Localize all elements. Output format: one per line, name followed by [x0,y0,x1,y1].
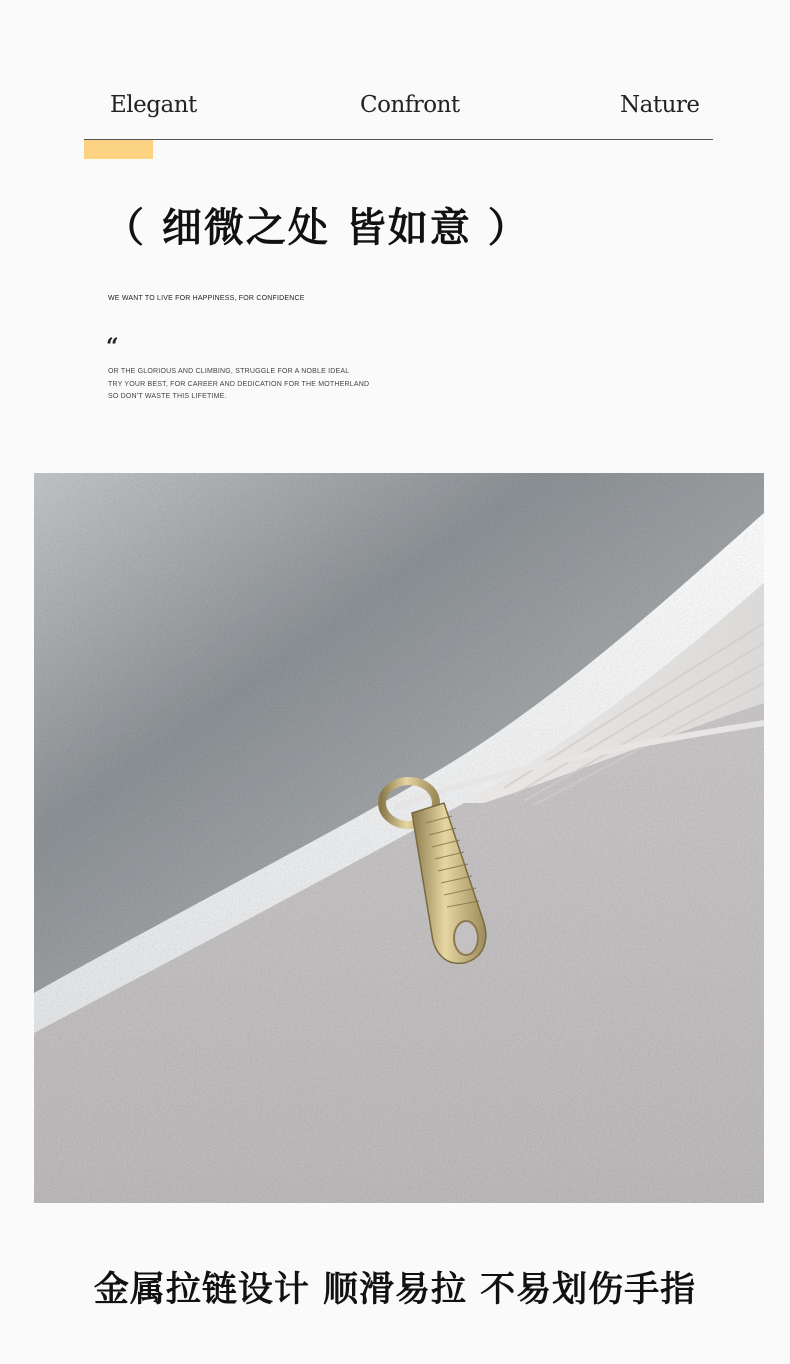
nav-word-confront: Confront [360,92,460,118]
quote-line-3: SO DON'T WASTE THIS LIFETIME. [108,393,227,401]
nav-word-nature: Nature [620,92,700,118]
accent-bar [84,140,153,159]
product-photo [34,473,764,1203]
nav-word-elegant: Elegant [110,92,197,118]
divider-line [84,139,713,140]
quote-block [108,366,369,404]
quote-line-2: TRY YOUR BEST, FOR CAREER AND DEDICATION FOR THE MOTHERLAND [108,380,370,388]
headline: （ 细微之处 皆如意 ） [104,205,530,251]
caption: 金属拉链设计 顺滑易拉 不易划伤手指 [93,1270,697,1310]
tagline: WE WANT TO LIVE FOR HAPPINESS, FOR CONFIDENCE [108,295,305,302]
quote-line-1: OR THE GLORIOUS AND CLIMBING, STRUGGLE FOR A NOBLE IDEAL [108,368,350,375]
quote-mark-icon: “ [106,334,119,360]
